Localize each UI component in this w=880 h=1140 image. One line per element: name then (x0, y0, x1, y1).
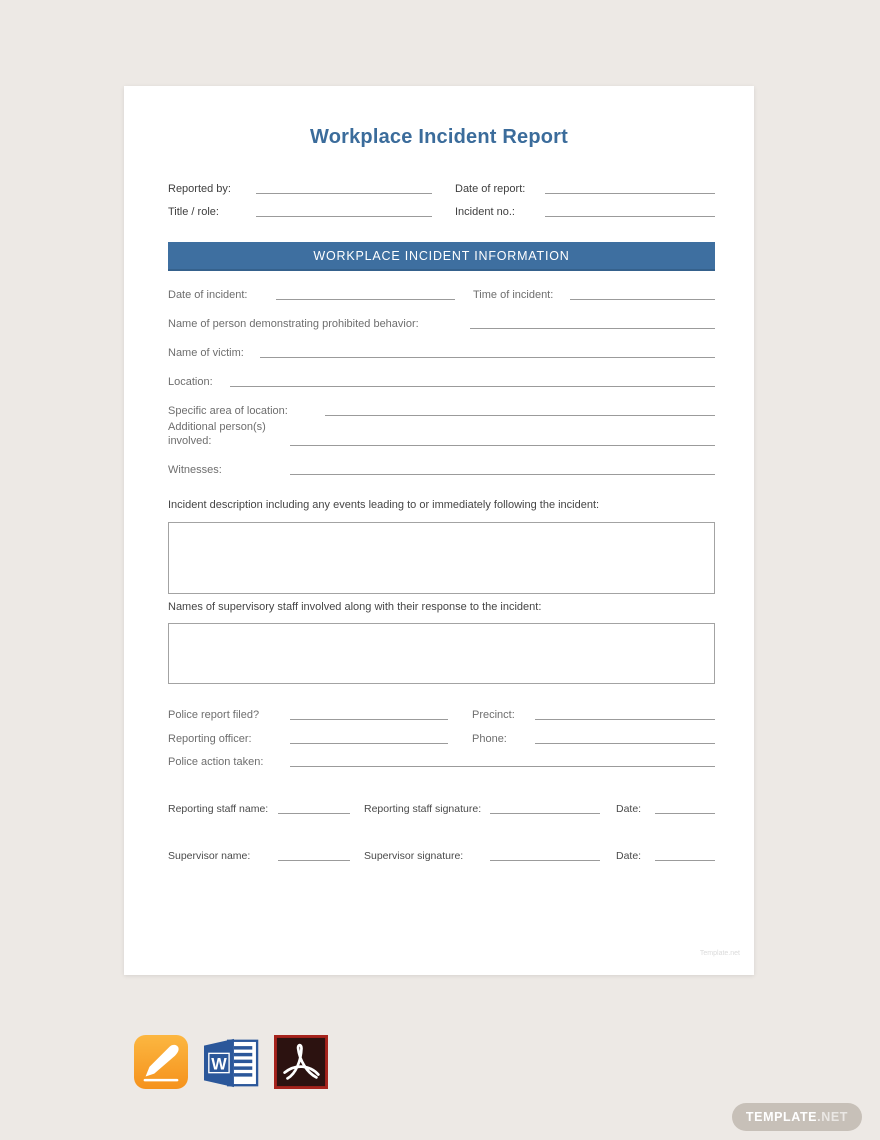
witnesses-row (168, 461, 715, 477)
badge-tld: .NET (817, 1110, 848, 1124)
location-field[interactable] (230, 385, 715, 387)
word-icon-glyph (204, 1038, 260, 1088)
additional-persons-field[interactable] (290, 444, 715, 446)
document-page (124, 86, 754, 975)
precinct-label: Precinct: (472, 709, 515, 721)
reporting-officer-field[interactable] (290, 742, 448, 744)
date-field-1[interactable] (655, 812, 715, 814)
word-letter: W (211, 1055, 227, 1074)
date-of-incident-field[interactable] (276, 298, 455, 300)
section-header-text: WORKPLACE INCIDENT INFORMATION (313, 248, 570, 263)
incident-description-label: Incident description including any events leading to or immediately following the incident: (168, 499, 600, 511)
supervisor-signature-label: Supervisor signature: (364, 850, 464, 862)
additional-persons-row (168, 416, 715, 448)
pages-icon[interactable] (134, 1035, 188, 1094)
incident-no-label: Incident no.: (455, 206, 515, 218)
date-field-2[interactable] (655, 859, 715, 861)
incident-no-field[interactable] (545, 215, 715, 217)
additional-persons-label: Additional person(s) involved: (168, 421, 266, 447)
victim-row (168, 344, 715, 360)
pages-icon-glyph (134, 1035, 188, 1089)
prohibited-behavior-field[interactable] (470, 327, 715, 329)
phone-field[interactable] (535, 742, 715, 744)
supervisor-signoff-row (168, 847, 715, 863)
supervisor-signature-field[interactable] (490, 859, 600, 861)
witnesses-label: Witnesses: (168, 464, 222, 476)
location-row (168, 373, 715, 389)
police-report-filed-field[interactable] (290, 718, 448, 720)
location-label: Location: (168, 376, 213, 388)
title-role-row (168, 203, 715, 219)
word-icon[interactable] (204, 1038, 260, 1093)
reporting-staff-name-label: Reporting staff name: (168, 803, 269, 815)
pdf-icon[interactable] (274, 1035, 328, 1094)
title-role-label: Title / role: (168, 206, 219, 218)
date-of-incident-label: Date of incident: (168, 289, 248, 301)
pen-underline (144, 1079, 179, 1082)
reported-by-field[interactable] (256, 192, 432, 194)
watermark: Template.net (699, 950, 740, 957)
reported-by-label: Reported by: (168, 183, 231, 195)
badge-brand: TEMPLATE (745, 1110, 818, 1124)
date-time-row (168, 286, 715, 302)
time-of-incident-label: Time of incident: (473, 289, 554, 301)
precinct-field[interactable] (535, 718, 715, 720)
police-action-row (168, 753, 715, 769)
prohibited-behavior-label: Name of person demonstrating prohibited behavior: (168, 318, 419, 330)
date-of-report-label: Date of report: (455, 183, 526, 195)
name-of-victim-label: Name of victim: (168, 347, 244, 359)
date-label-1: Date: (616, 803, 642, 815)
specific-area-label: Specific area of location: (168, 405, 288, 417)
reporting-staff-signature-label: Reporting staff signature: (364, 803, 482, 815)
supervisor-name-label: Supervisor name: (168, 850, 251, 862)
police-action-taken-field[interactable] (290, 765, 715, 767)
name-of-victim-field[interactable] (260, 356, 715, 358)
witnesses-field[interactable] (290, 473, 715, 475)
police-action-taken-label: Police action taken: (168, 756, 264, 768)
phone-label: Phone: (472, 733, 507, 745)
police-report-row (168, 706, 715, 722)
reported-by-row (168, 180, 715, 196)
supervisory-staff-label: Names of supervisory staff involved along with their response to the incident: (168, 601, 542, 613)
police-report-filed-label: Police report filed? (168, 709, 260, 721)
reporting-staff-signoff-row (168, 800, 715, 816)
reporting-staff-signature-field[interactable] (490, 812, 600, 814)
reporting-officer-label: Reporting officer: (168, 733, 252, 745)
incident-description-box[interactable] (168, 522, 715, 594)
supervisory-staff-box[interactable] (168, 623, 715, 684)
reporting-officer-row (168, 730, 715, 746)
title-role-field[interactable] (256, 215, 432, 217)
page-title: Workplace Incident Report (309, 126, 568, 148)
section-header-bar (168, 242, 715, 271)
date-label-2: Date: (616, 850, 642, 862)
pdf-icon-glyph (274, 1035, 328, 1089)
supervisor-name-field[interactable] (278, 859, 350, 861)
reporting-staff-name-field[interactable] (278, 812, 350, 814)
date-of-report-field[interactable] (545, 192, 715, 194)
time-of-incident-field[interactable] (570, 298, 715, 300)
prohibited-behavior-row (168, 315, 715, 331)
template-net-badge[interactable] (732, 1103, 862, 1131)
